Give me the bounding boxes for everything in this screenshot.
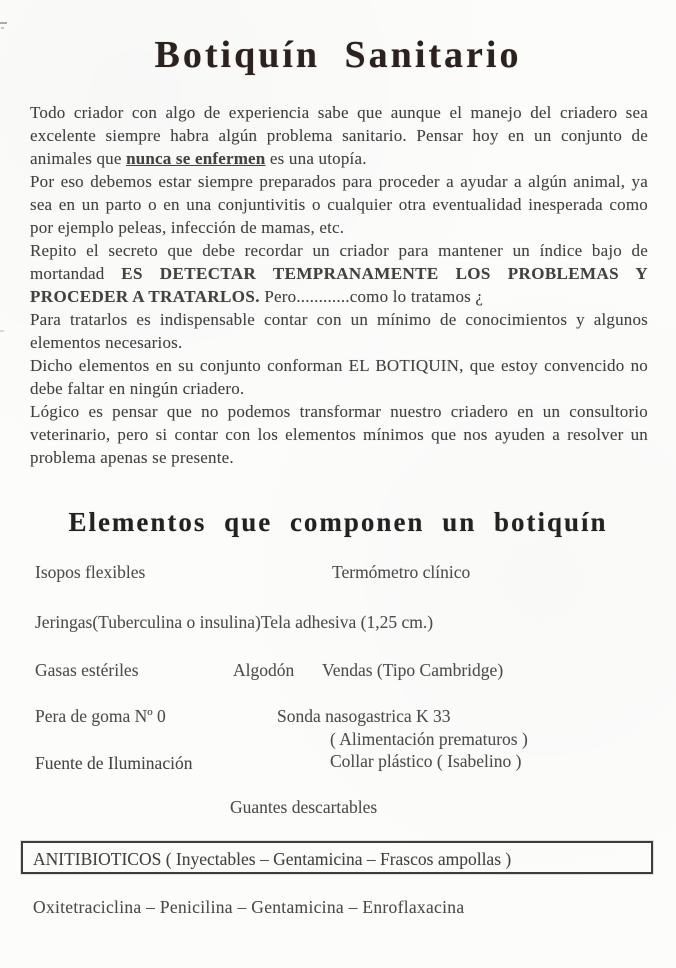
antibiotics-list-line: Oxitetraciclina – Penicilina – Gentamicina – Enroflaxacina <box>33 897 465 917</box>
bold-caps-emphasis: ES DETECTAR TEMPRANAMENTE LOS PROBLEMAS Y PROCEDER A TRATARLOS. <box>30 264 649 306</box>
paragraph-text: Todo criador con algo de experiencia sabe que aunque el manejo del criadero sea excelente siempre habra algún problema sanitario. Pensar hoy en un conjunto de animales que <box>30 103 648 168</box>
kit-item-sonda-note: ( Alimentación prematuros ) <box>330 729 528 749</box>
intro-paragraph-5: Dicho elementos en su conjunto conforman EL BOTIQUIN, que estoy convencido no debe faltar en ningún criadero. <box>30 356 648 398</box>
kit-item-termometro: Termómetro clínico <box>332 562 471 582</box>
underlined-emphasis: nunca se enfermen <box>126 149 266 168</box>
kit-item-isopos: Isopos flexibles <box>35 562 146 582</box>
kit-item-guantes: Guantes descartables <box>230 797 378 817</box>
kit-item-sonda: Sonda nasogastrica K 33 <box>277 706 451 726</box>
kit-item-algodon: Algodón <box>233 660 295 680</box>
kit-item-gasas: Gasas estériles <box>35 660 139 680</box>
paragraph-text: Repito el secreto que debe recordar un criador para mantener un índice bajo de mortandad <box>30 241 648 283</box>
kit-item-collar: Collar plástico ( Isabelino ) <box>330 751 522 771</box>
section-subtitle: Elementos que componen un botiquín <box>68 507 608 537</box>
kit-item-jeringas-tela: Jeringas(Tuberculina o insulina)Tela adhesiva (1,25 cm.) <box>35 612 434 632</box>
intro-paragraph-6: Lógico es pensar que no podemos transformar nuestro criadero en un consultorio veterinario, pero si contar con los elementos mínimos que nos ayuden a resolver un problema apenas se presente. <box>30 402 648 467</box>
kit-item-fuente: Fuente de Iluminación <box>35 753 193 773</box>
paragraph-text: Pero............como lo tratamos ¿ <box>259 287 484 306</box>
intro-paragraph-2: Por eso debemos estar siempre preparados para proceder a ayudar a algún animal, ya sea en un parto o en una conjuntivitis o cualquier otra eventualidad inesperada como por ejemplo peleas, infección de mamas, etc. <box>30 172 648 237</box>
kit-item-pera-de-goma: Pera de goma Nº 0 <box>35 706 166 726</box>
intro-paragraph-4: Para tratarlos es indispensable contar con un mínimo de conocimientos y algunos elementos necesarios. <box>30 310 648 352</box>
page-title: Botiquín Sanitario <box>154 34 522 76</box>
paragraph-text: es una utopía. <box>265 149 367 168</box>
antibiotics-boxed-line: ANITIBIOTICOS ( Inyectables – Gentamicina – Frascos ampollas ) <box>21 841 653 874</box>
kit-item-vendas: Vendas (Tipo Cambridge) <box>322 660 504 680</box>
